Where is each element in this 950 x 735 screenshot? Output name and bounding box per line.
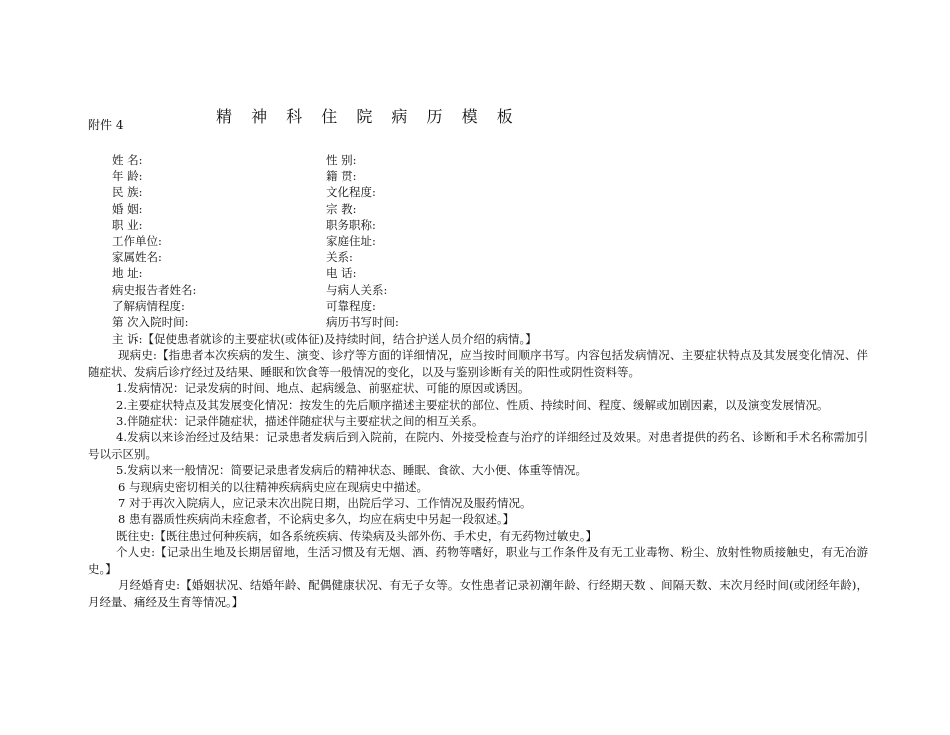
field-row (112, 298, 632, 314)
field-address: 地 址: (112, 266, 143, 281)
personal-history: 个人史:【记录出生地及长期居留地，生活习惯及有无烟、酒、药物等嗜好，职业与工作条件及有无工业毒物、粉尘、放射性物质接触史，有无冶游史。】 (88, 545, 868, 576)
present-illness-item-3: 3.伴随症状：记录伴随症状，描述伴随症状与主要症状之间的相互关系。 (116, 414, 484, 429)
menstrual-marital-history: 月经婚育史:【婚姻状况、结婚年龄、配偶健康状况、有无子女等。女性患者记录初潮年龄、行经期天数 、间隔天数、末次月经时间(或闭经年龄)，月经量、痛经及生育等情况。】 (88, 578, 868, 609)
record-body (88, 331, 868, 610)
field-relationship: 关系: (326, 250, 353, 265)
field-native-place: 籍 贯: (326, 169, 357, 184)
chief-complaint: 主 诉:【促使患者就诊的主要症状(或体征)及持续时间，结合护送人员介绍的病情。】 (112, 332, 537, 346)
present-illness-item-1: 1.发病情况：记录发病的时间、地点、起病缓急、前驱症状、可能的原因或诱因。 (116, 381, 530, 396)
field-family-name: 家属姓名: (112, 250, 162, 265)
document-title: 精 神 科 住 院 病 历 模 板 (216, 107, 520, 126)
field-row (112, 249, 632, 265)
present-illness: 现病史:【指患者本次疾病的发生、演变、诊疗等方面的详细情况，应当按时间顺序书写。内容包括发病情况、主要症状特点及其发展变化情况、伴随症状、发病后诊疗经过及结果、睡眠和饮食等一般情况的变化，以及与鉴别诊断有关的阳性或阴性资料等。 (88, 348, 868, 379)
field-informant-relation: 与病人关系: (326, 282, 388, 297)
field-home-address: 家庭住址: (326, 233, 376, 248)
past-history: 既往史:【既往患过何种疾病，如各系统疾病、传染病及头部外伤、手术史，有无药物过敏史。】 (116, 528, 598, 543)
field-row (112, 233, 632, 249)
field-row (112, 282, 632, 298)
field-name: 姓 名: (112, 153, 143, 167)
field-row (112, 168, 632, 184)
attachment-label: 附件 4 (88, 118, 124, 132)
field-occupation: 职 业: (112, 217, 143, 232)
present-illness-item-6: 6 与现病史密切相关的以往精神疾病病史应在现病史中描述。 (118, 479, 428, 494)
field-phone: 电 话: (326, 266, 357, 281)
field-row (112, 314, 632, 330)
present-illness-item-2: 2.主要症状特点及其发展变化情况：按发生的先后顺序描述主要症状的部位、性质、持续时间、程度、缓解或加剧因素，以及演变发展情况。 (116, 397, 829, 412)
field-job-title: 职务职称: (326, 217, 376, 232)
field-age: 年 龄: (112, 169, 143, 184)
field-workplace: 工作单位: (112, 233, 162, 248)
field-admission-time: 第 次入院时间: (112, 314, 189, 329)
present-illness-item-5: 5.发病以来一般情况：简要记录患者发病后的精神状态、睡眠、食欲、大小便、体重等情况。 (116, 463, 587, 478)
present-illness-item-8: 8 患有器质性疾病尚未痊愈者，不论病史多久，均应在病史中另起一段叙述。】 (118, 512, 515, 527)
field-reliability: 可靠程度: (326, 298, 376, 313)
field-row (112, 184, 632, 200)
field-row (112, 152, 632, 168)
field-record-time: 病历书写时间: (326, 314, 399, 329)
present-illness-item-7: 7 对于再次入院病人，应记录末次出院日期，出院后学习、工作情况及服药情况。 (118, 496, 532, 511)
field-gender: 性 别: (326, 153, 357, 167)
patient-info-fields (112, 152, 632, 330)
field-marital-status: 婚 姻: (112, 201, 143, 216)
field-row (112, 201, 632, 217)
field-row (112, 217, 632, 233)
field-knowledge-level: 了解病情程度: (112, 298, 185, 313)
field-row (112, 265, 632, 281)
field-ethnicity: 民 族: (112, 185, 143, 200)
field-informant-name: 病史报告者姓名: (112, 282, 197, 297)
field-education: 文化程度: (326, 185, 376, 200)
present-illness-item-4: 4.发病以来诊治经过及结果：记录患者发病后到入院前，在院内、外接受检查与治疗的详细经过及效果。对患者提供的药名、诊断和手术名称需加引号以示区别。 (88, 430, 868, 461)
field-religion: 宗 教: (326, 201, 357, 216)
